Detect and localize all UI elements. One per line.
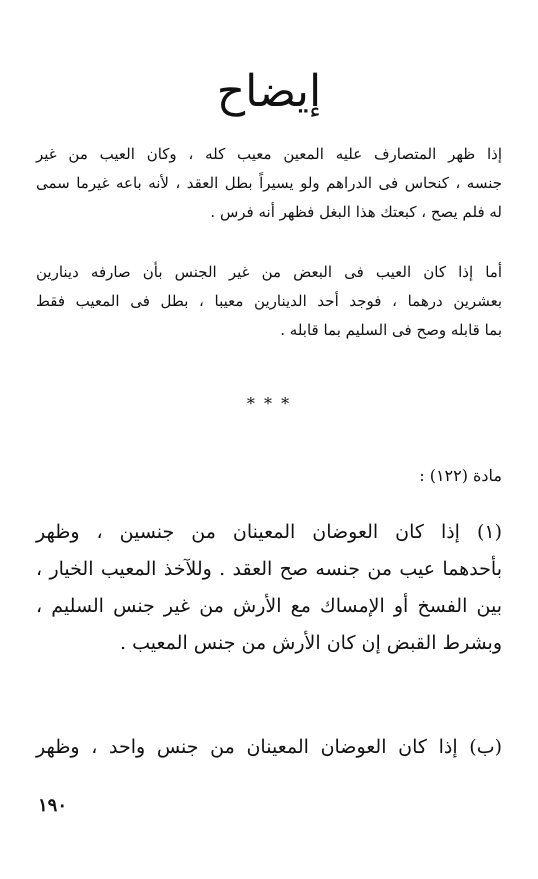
paragraph-line: له فلم يصح ، كبعتك هذا البغل فظهر أنه فرس .: [210, 203, 502, 221]
paragraph-article-b: [36, 729, 502, 766]
paragraph-line: إذا ظهر المتصارف عليه المعين معيب كله ، وكان العيب من غير: [36, 145, 502, 163]
paragraph-line: بأحدهما عيب من جنسه صح العقد . وللآخذ المعيب الخيار ،: [36, 558, 502, 580]
paragraph-line: جنسه ، كنحاس فى الدراهم ولو يسيراً بطل العقد ، لأنه باعه غيرما سمى: [36, 174, 502, 192]
page-title: إيضاح: [216, 66, 322, 117]
paragraph-line: أما إذا كان العيب فى البعض من غير الجنس بأن صارفه دينارين: [36, 263, 502, 281]
paragraph-line: وبشرط القبض إن كان الأرش من جنس المعيب .: [120, 632, 502, 654]
article-heading: مادة (١٢٢) :: [419, 466, 502, 485]
section-separator: * * *: [246, 394, 292, 413]
paragraph-intro: [36, 140, 502, 227]
paragraph-line: (١) إذا كان العوضان المعينان من جنسين ، وظهر: [36, 521, 502, 543]
paragraph-line: بما قابله وصح فى السليم بما قابله .: [280, 321, 502, 339]
paragraph-partial-defect: [36, 258, 502, 345]
paragraph-line: بعشرين درهما ، فوجد أحد الدينارين معيبا ، بطل فى المعيب فقط: [36, 292, 502, 310]
page-number: ١٩٠: [38, 795, 68, 816]
paragraph-line: (ب) إذا كان العوضان المعينان من جنس واحد ، وظهر: [36, 736, 502, 758]
paragraph-article-a: [36, 514, 502, 662]
paragraph-line: بين الفسخ أو الإمساك مع الأرش من غير جنس السليم ،: [36, 595, 502, 617]
